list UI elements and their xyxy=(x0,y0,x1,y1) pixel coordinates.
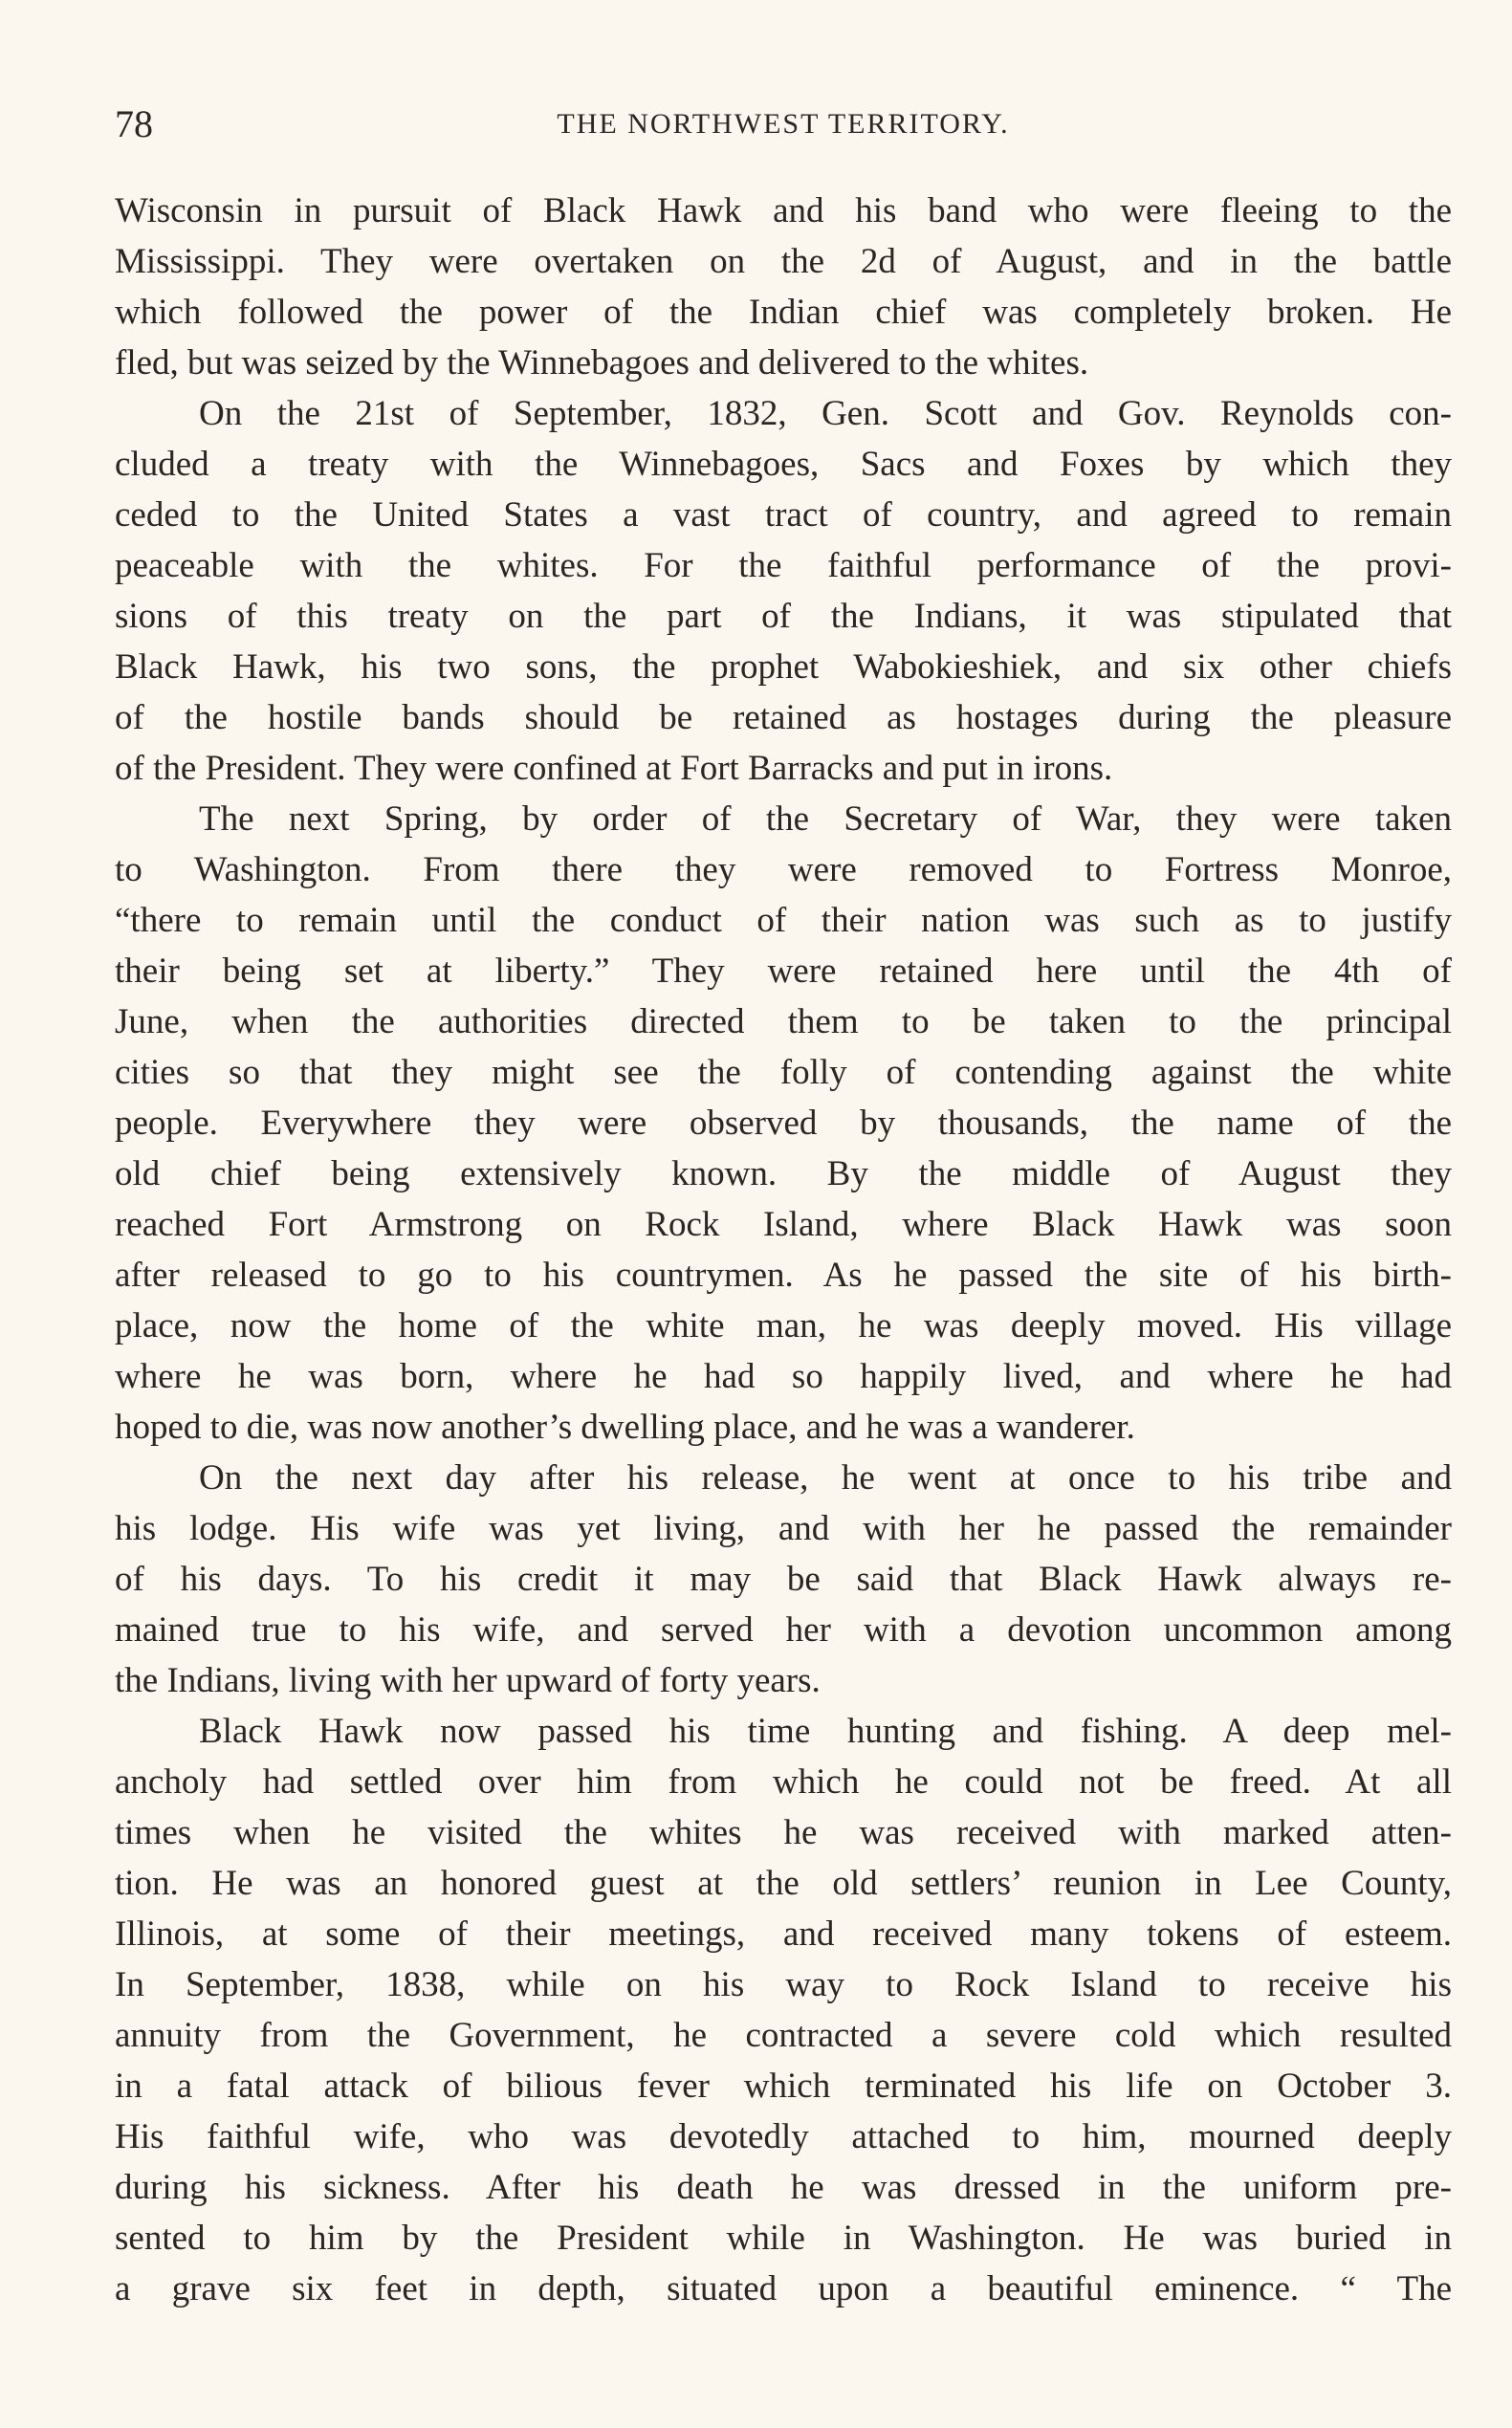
text-line: Illinois, at some of their meetings, and received many tokens of esteem. xyxy=(115,1914,1452,1954)
text-line: Wisconsin in pursuit of Black Hawk and his band who were fleeing to the xyxy=(115,191,1452,230)
text-line: his lodge. His wife was yet living, and with her he passed the remainder xyxy=(115,1509,1452,1548)
text-line: where he was born, where he had so happily lived, and where he had xyxy=(115,1357,1452,1396)
text-line: of the President. They were confined at Fort Barracks and put in irons. xyxy=(115,749,1113,788)
paragraph xyxy=(115,388,1452,794)
text-line: after released to go to his countrymen. As he passed the site of his birth- xyxy=(115,1256,1452,1295)
text-line: of his days. To his credit it may be said that Black Hawk always re- xyxy=(115,1560,1452,1599)
text-line: ceded to the United States a vast tract of country, and agreed to remain xyxy=(115,495,1452,535)
text-line: in a fatal attack of bilious fever which terminated his life on October 3. xyxy=(115,2067,1452,2106)
text-line: sions of this treaty on the part of the Indians, it was stipulated that xyxy=(115,597,1452,636)
text-line: which followed the power of the Indian chief was completely broken. He xyxy=(115,293,1452,332)
paragraph xyxy=(115,1706,1452,2314)
text-line: old chief being extensively known. By the middle of August they xyxy=(115,1154,1452,1193)
text-line: reached Fort Armstrong on Rock Island, where Black Hawk was soon xyxy=(115,1205,1452,1244)
text-line: The next Spring, by order of the Secretary of War, they were taken xyxy=(199,799,1452,839)
text-line: On the next day after his release, he went at once to his tribe and xyxy=(199,1458,1452,1498)
text-line: In September, 1838, while on his way to Rock Island to receive his xyxy=(115,1965,1452,2004)
body-text xyxy=(115,186,1452,2314)
text-line: their being set at liberty.” They were retained here until the 4th of xyxy=(115,952,1452,991)
text-line: of the hostile bands should be retained as hostages during the pleasure xyxy=(115,698,1452,737)
text-line: hoped to die, was now another’s dwelling place, and he was a wanderer. xyxy=(115,1408,1135,1447)
text-line: the Indians, living with her upward of forty years. xyxy=(115,1661,821,1700)
text-line: peaceable with the whites. For the faithful performance of the provi- xyxy=(115,546,1452,585)
running-title: THE NORTHWEST TERRITORY. xyxy=(557,108,1010,140)
text-line: His faithful wife, who was devotedly attached to him, mourned deeply xyxy=(115,2117,1452,2156)
text-line: place, now the home of the white man, he was deeply moved. His village xyxy=(115,1306,1452,1345)
paragraph xyxy=(115,794,1452,1453)
paragraph xyxy=(115,1453,1452,1706)
text-line: Black Hawk now passed his time hunting and fishing. A deep mel- xyxy=(199,1712,1452,1751)
text-line: cities so that they might see the folly of contending against the white xyxy=(115,1053,1452,1092)
text-line: annuity from the Government, he contracted a severe cold which resulted xyxy=(115,2016,1452,2055)
text-line: to Washington. From there they were removed to Fortress Monroe, xyxy=(115,850,1452,889)
text-line: cluded a treaty with the Winnebagoes, Sacs and Foxes by which they xyxy=(115,445,1452,484)
paragraph xyxy=(115,186,1452,388)
text-line: during his sickness. After his death he was dressed in the uniform pre- xyxy=(115,2168,1452,2207)
text-line: mained true to his wife, and served her with a devotion uncommon among xyxy=(115,1610,1452,1650)
text-line: “there to remain until the conduct of their nation was such as to justify xyxy=(115,901,1452,940)
page-number: 78 xyxy=(115,102,153,145)
text-line: fled, but was seized by the Winnebagoes and delivered to the whites. xyxy=(115,343,1089,383)
text-line: sented to him by the President while in Washington. He was buried in xyxy=(115,2219,1452,2258)
text-line: times when he visited the whites he was received with marked atten- xyxy=(115,1813,1452,1852)
text-line: tion. He was an honored guest at the old settlers’ reunion in Lee County, xyxy=(115,1864,1452,1903)
text-line: a grave six feet in depth, situated upon a beautiful eminence. “ The xyxy=(115,2269,1452,2308)
text-line: Mississippi. They were overtaken on the 2d of August, and in the battle xyxy=(115,242,1452,281)
text-line: Black Hawk, his two sons, the prophet Wabokieshiek, and six other chiefs xyxy=(115,647,1452,687)
text-line: June, when the authorities directed them to be taken to the principal xyxy=(115,1002,1452,1041)
text-line: people. Everywhere they were observed by thousands, the name of the xyxy=(115,1104,1452,1143)
text-line: On the 21st of September, 1832, Gen. Scott and Gov. Reynolds con- xyxy=(199,394,1452,433)
running-head xyxy=(115,96,1452,153)
text-line: ancholy had settled over him from which he could not be freed. At all xyxy=(115,1762,1452,1802)
